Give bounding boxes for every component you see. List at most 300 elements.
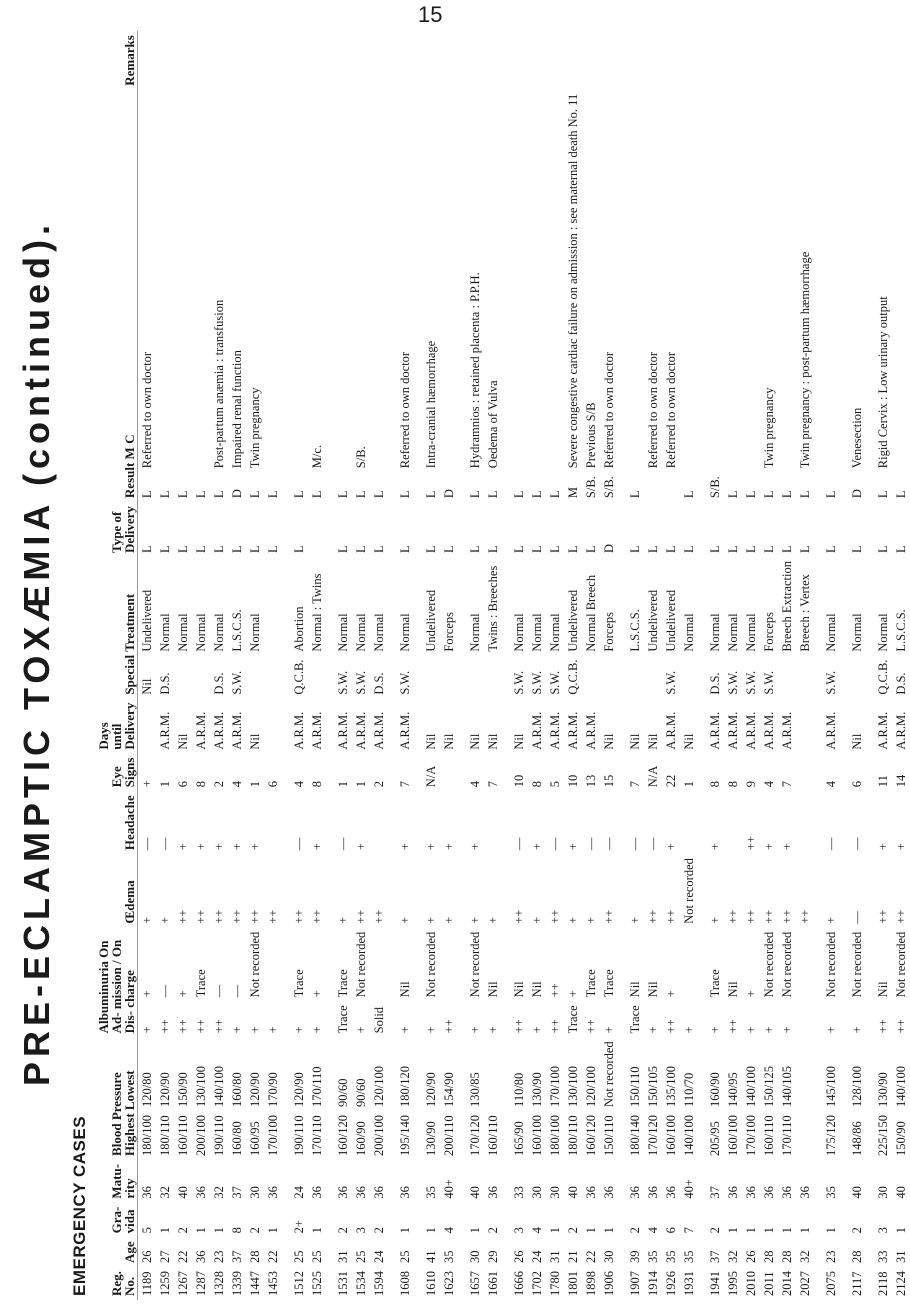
cell-headache: — — [602, 837, 616, 851]
cell-gravida — [326, 1203, 334, 1238]
cell-result-c — [502, 90, 510, 472]
cell-type-of-delivery — [326, 502, 334, 557]
cell-eye-signs: 8 — [194, 780, 208, 788]
cell-type-of-delivery — [698, 502, 706, 557]
cell-result-c — [626, 90, 644, 472]
cell-gravida: 3 — [354, 1227, 368, 1234]
cell-bp-lowest: 150/110 — [628, 1066, 642, 1107]
cell-special-treatment-2: Breech Extraction — [780, 561, 794, 652]
cell-result-m: L — [354, 490, 368, 499]
cell-headache: + — [176, 843, 190, 851]
cell-type-of-delivery: L — [744, 545, 758, 553]
cell-bp-highest: 148/86 — [850, 1121, 864, 1156]
cell-maturity: 32 — [212, 1186, 226, 1199]
cell-special-treatment-1 — [422, 656, 440, 699]
cell-bp-highest: 160/100 — [664, 1114, 678, 1156]
cell-days-until-delivery — [502, 699, 510, 754]
cell-oedema: + — [486, 916, 500, 924]
cell-special-treatment-2 — [458, 557, 466, 656]
cell-special-treatment-1 — [282, 656, 290, 699]
cell-eye-signs: 7 — [486, 780, 500, 788]
cell-eye-signs: 8 — [726, 780, 740, 788]
cell-eye-signs — [840, 754, 848, 792]
table-row — [352, 31, 370, 1300]
col-maturity: Matu- rity — [96, 1160, 138, 1203]
cell-alb-on-discharge: — — [212, 984, 226, 998]
cell-maturity: 36 — [780, 1186, 794, 1199]
cell-alb-on-discharge: Nil — [646, 981, 660, 998]
cell-oedema: ++ — [354, 909, 368, 924]
cell-bp-highest: 170/110 — [780, 1115, 794, 1156]
cell-headache — [814, 791, 822, 854]
cell-gravida: 3 — [512, 1227, 526, 1234]
cell-result-m: L — [726, 490, 740, 499]
cell-result-c — [698, 90, 706, 472]
cell-reg-no: 1608 — [398, 1271, 412, 1296]
cell-eye-signs: 6 — [266, 780, 280, 788]
cell-reg-no: 1525 — [310, 1271, 324, 1296]
cell-gravida — [840, 1203, 848, 1238]
cell-days-until-delivery: A.R.M. — [708, 711, 722, 750]
cell-gravida: 1 — [798, 1227, 812, 1234]
cell-result-c: Referred to own doctor — [398, 351, 412, 469]
cell-bp-lowest: 160/90 — [708, 1072, 722, 1107]
table-row — [796, 31, 814, 1300]
cell-days-until-delivery: A.R.M. — [354, 711, 368, 750]
cell-eye-signs — [282, 754, 290, 792]
cell-age: 35 — [682, 1250, 696, 1263]
cell-special-treatment-2: Undelivered — [566, 589, 580, 652]
cell-oedema: ++ — [176, 909, 190, 924]
cell-special-treatment-1: S.W. — [230, 670, 244, 695]
cell-maturity — [458, 1160, 466, 1203]
cell-special-treatment-2: Normal — [176, 613, 190, 652]
cell-bp-highest: 170/100 — [744, 1114, 758, 1156]
cell-maturity — [502, 1160, 510, 1203]
cell-special-treatment-2 — [840, 557, 848, 656]
cell-reg-no: 1914 — [646, 1271, 660, 1296]
cell-eye-signs: 4 — [824, 780, 838, 788]
cell-age — [326, 1237, 334, 1267]
cell-bp-highest: 160/110 — [486, 1115, 500, 1156]
cell-age: 26 — [140, 1250, 154, 1263]
cell-bp-highest: 130/90 — [424, 1121, 438, 1156]
cell-special-treatment-1 — [466, 656, 484, 699]
cell-maturity: 35 — [424, 1186, 438, 1199]
cell-maturity: 36 — [398, 1186, 412, 1199]
cell-alb-on-admission: + — [602, 1026, 616, 1034]
cell-days-until-delivery: A.R.M. — [566, 711, 580, 750]
cell-type-of-delivery: L — [442, 545, 456, 553]
cell-special-treatment-2: Normal — [850, 613, 864, 652]
cell-result-c — [458, 90, 466, 472]
cell-reg-no — [840, 1267, 848, 1300]
cell-reg-no: 1898 — [584, 1271, 598, 1296]
cell-bp-lowest — [840, 1037, 848, 1111]
cell-type-of-delivery: L — [780, 545, 794, 553]
cell-special-treatment-1 — [866, 656, 874, 699]
cell-maturity — [840, 1160, 848, 1203]
cell-alb-on-admission: Trace — [336, 1005, 350, 1034]
cell-days-until-delivery: A.R.M. — [824, 711, 838, 750]
cell-result-m — [644, 472, 662, 502]
cell-alb-on-discharge — [282, 928, 290, 1002]
cell-alb-on-discharge — [866, 928, 874, 1002]
cell-age: 35 — [646, 1250, 660, 1263]
cell-alb-on-discharge: Nil — [512, 981, 526, 998]
cell-special-treatment-1: Nil — [140, 678, 154, 695]
cell-result-m: L — [876, 490, 890, 499]
cell-bp-highest — [326, 1111, 334, 1160]
cell-eye-signs: + — [140, 780, 154, 788]
cell-special-treatment-1: S.W. — [548, 670, 562, 695]
table-row — [814, 31, 822, 1300]
cell-result-c — [724, 90, 742, 472]
cell-bp-highest: 160/95 — [248, 1121, 262, 1156]
cell-type-of-delivery: L — [548, 545, 562, 553]
cell-alb-on-admission — [414, 1001, 422, 1037]
cell-alb-on-discharge: Nil — [398, 981, 412, 998]
cell-result-m — [698, 472, 706, 502]
cell-oedema: ++ — [664, 909, 678, 924]
cell-result-m: L — [398, 490, 412, 499]
cell-reg-no: 2014 — [780, 1271, 794, 1296]
table-row — [600, 31, 618, 1300]
cell-result-m — [814, 472, 822, 502]
cell-alb-on-admission — [866, 1001, 874, 1037]
cell-special-treatment-1: S.W. — [336, 670, 350, 695]
table-row — [458, 31, 466, 1300]
cell-reg-no: 1941 — [708, 1271, 722, 1296]
cell-special-treatment-2 — [282, 557, 290, 656]
cell-special-treatment-1: S.W. — [744, 670, 758, 695]
cell-result-m: S/B. — [584, 476, 598, 499]
cell-age: 28 — [762, 1250, 776, 1263]
cell-result-m: L — [468, 490, 482, 499]
cell-oedema: ++ — [602, 909, 616, 924]
cell-maturity — [388, 1160, 396, 1203]
cell-special-treatment-1: Q.C.B. — [292, 659, 306, 695]
cell-headache: + — [424, 843, 438, 851]
cell-special-treatment-2: Undelivered — [664, 589, 678, 652]
cell-maturity: 36 — [664, 1186, 678, 1199]
cell-result-c — [388, 90, 396, 472]
cell-eye-signs: 6 — [176, 780, 190, 788]
cell-result-c: Impaired renal function — [230, 350, 244, 469]
cell-reg-no: 2011 — [762, 1271, 776, 1296]
table-row — [742, 31, 760, 1300]
cell-result-c — [440, 90, 458, 472]
cell-gravida: 2 — [248, 1227, 262, 1234]
cell-headache — [414, 791, 422, 854]
cell-headache — [370, 791, 388, 854]
cell-alb-on-admission — [502, 1001, 510, 1037]
cell-special-treatment-1: S.W. — [530, 670, 544, 695]
cell-maturity: 36 — [726, 1186, 740, 1199]
cell-alb-on-discharge — [370, 928, 388, 1002]
cell-special-treatment-2: Forceps — [442, 612, 456, 652]
cell-result-c — [892, 90, 910, 472]
cell-bp-lowest — [414, 1037, 422, 1111]
cell-headache: — — [158, 837, 172, 851]
cell-days-until-delivery: A.R.M. — [398, 711, 412, 750]
table-row — [892, 31, 910, 1300]
table-row — [138, 31, 157, 1300]
cell-type-of-delivery: L — [798, 545, 812, 553]
cell-eye-signs — [698, 754, 706, 792]
col-type-of-delivery: Type of Delivery — [96, 502, 138, 557]
cell-type-of-delivery — [866, 502, 874, 557]
table-row — [822, 31, 840, 1300]
cell-days-until-delivery — [282, 699, 290, 754]
cell-special-treatment-2: L.S.C.S. — [628, 609, 642, 652]
cell-alb-on-admission: + — [468, 1026, 482, 1034]
cell-headache — [458, 791, 466, 854]
col-headache: Headache — [96, 791, 138, 854]
cell-oedema: ++ — [194, 909, 208, 924]
cell-age: 24 — [372, 1250, 386, 1263]
cell-alb-on-discharge: + — [566, 990, 580, 998]
cell-special-treatment-2: Abortion — [292, 606, 306, 652]
cell-type-of-delivery: L — [530, 545, 544, 553]
cell-maturity: 36 — [762, 1186, 776, 1199]
cell-age: 29 — [486, 1250, 500, 1263]
cell-bp-highest: 140/100 — [682, 1114, 696, 1156]
cell-bp-lowest: 140/100 — [212, 1065, 226, 1107]
cell-result-c: Twin pregnancy — [248, 387, 262, 469]
cell-gravida: 1 — [212, 1227, 226, 1234]
cell-age: 33 — [876, 1250, 890, 1263]
cell-bp-highest: 160/110 — [176, 1115, 190, 1156]
cell-type-of-delivery: L — [708, 545, 722, 553]
cell-gravida — [458, 1203, 466, 1238]
table-row — [388, 31, 396, 1300]
cell-alb-on-admission — [458, 1001, 466, 1037]
cell-oedema: + — [708, 916, 722, 924]
cell-maturity: 40 — [468, 1186, 482, 1199]
cell-oedema — [866, 854, 874, 928]
cell-gravida: 4 — [646, 1227, 660, 1234]
cell-bp-lowest — [698, 1037, 706, 1111]
cell-eye-signs — [414, 754, 422, 792]
cell-result-c: Twin pregnancy : post-partum hæmorrhage — [798, 251, 812, 469]
cell-oedema: + — [566, 916, 580, 924]
cell-reg-no: 2075 — [824, 1271, 838, 1296]
cell-bp-lowest — [796, 1037, 814, 1111]
cell-type-of-delivery — [502, 502, 510, 557]
cell-days-until-delivery: Nil — [442, 733, 456, 750]
cell-special-treatment-2: L.S.C.S. — [230, 609, 244, 652]
cell-bp-lowest — [814, 1037, 822, 1111]
cell-gravida: 1 — [398, 1227, 412, 1234]
cell-special-treatment-1 — [814, 656, 822, 699]
cell-special-treatment-2: Normal — [726, 613, 740, 652]
cell-alb-on-admission: ++ — [876, 1019, 890, 1034]
cell-alb-on-admission — [388, 1001, 396, 1037]
cell-result-m — [458, 472, 466, 502]
cell-maturity: 40 — [566, 1186, 580, 1199]
cell-bp-highest: 160/100 — [530, 1114, 544, 1156]
cell-reg-no: 1339 — [230, 1271, 244, 1296]
cell-result-m: D — [442, 489, 456, 499]
cell-days-until-delivery: A.R.M. — [158, 711, 172, 750]
cell-type-of-delivery: L — [876, 545, 890, 553]
cell-alb-on-discharge — [458, 928, 466, 1002]
cell-oedema — [618, 854, 626, 928]
cell-alb-on-admission — [326, 1001, 334, 1037]
cell-special-treatment-2 — [502, 557, 510, 656]
cell-bp-lowest: 150/90 — [176, 1072, 190, 1107]
cell-bp-lowest: 130/100 — [566, 1065, 580, 1107]
cell-alb-on-discharge: Nil — [530, 981, 544, 998]
cell-bp-lowest — [866, 1037, 874, 1111]
cell-age: 41 — [424, 1250, 438, 1263]
cell-reg-no: 1907 — [628, 1271, 642, 1296]
cell-gravida: 2 — [336, 1227, 350, 1234]
cell-oedema: + — [140, 916, 154, 924]
cell-alb-on-discharge: Not recorded — [894, 931, 908, 998]
cell-headache: — — [548, 837, 562, 851]
cell-days-until-delivery — [814, 699, 822, 754]
cell-special-treatment-2 — [264, 557, 282, 656]
cell-result-c — [334, 90, 352, 472]
cell-result-c: Referred to own doctor — [140, 351, 154, 469]
cell-eye-signs: 4 — [468, 780, 482, 788]
cell-alb-on-discharge: Trace — [292, 969, 306, 998]
cell-maturity: 36 — [266, 1186, 280, 1199]
cell-type-of-delivery: L — [566, 545, 580, 553]
cell-days-until-delivery: A.R.M. — [212, 711, 226, 750]
cell-eye-signs: 4 — [230, 780, 244, 788]
cell-special-treatment-1 — [484, 656, 502, 699]
cell-gravida: 2 — [566, 1227, 580, 1234]
cell-maturity: 36 — [354, 1186, 368, 1199]
cell-type-of-delivery: L — [176, 545, 190, 553]
cell-type-of-delivery: L — [762, 545, 776, 553]
table-row — [680, 31, 698, 1300]
cell-special-treatment-1 — [264, 656, 282, 699]
cell-gravida: 1 — [824, 1227, 838, 1234]
cell-age — [866, 1237, 874, 1267]
cell-alb-on-discharge: + — [140, 990, 154, 998]
cell-bp-highest: 170/120 — [468, 1114, 482, 1156]
cell-result-c: S/B. — [354, 446, 368, 469]
cell-days-until-delivery: Nil — [176, 733, 190, 750]
cell-special-treatment-2: Undelivered — [646, 589, 660, 652]
cell-bp-lowest: 140/100 — [744, 1065, 758, 1107]
cell-age — [840, 1237, 848, 1267]
table-row — [422, 31, 440, 1300]
col-special-treatment: Special Treatment — [96, 557, 138, 699]
cell-reg-no: 1594 — [372, 1271, 386, 1296]
cell-headache: ++ — [744, 836, 758, 851]
cell-result-c — [706, 90, 724, 472]
cell-bp-lowest: 150/125 — [762, 1065, 776, 1107]
cell-alb-on-admission: Trace — [566, 1005, 580, 1034]
cell-age — [502, 1237, 510, 1267]
cell-bp-highest: 160/120 — [584, 1114, 598, 1156]
cell-alb-on-admission: ++ — [512, 1019, 526, 1034]
cell-eye-signs: 10 — [512, 774, 526, 788]
cell-headache — [282, 791, 290, 854]
cell-gravida: 1 — [424, 1227, 438, 1234]
cell-gravida: 4 — [442, 1227, 456, 1234]
cell-special-treatment-1 — [840, 656, 848, 699]
cell-alb-on-admission: ++ — [584, 1019, 598, 1034]
cell-maturity: 30 — [876, 1186, 890, 1199]
cell-alb-on-admission: ++ — [442, 1019, 456, 1034]
cell-alb-on-discharge — [388, 928, 396, 1002]
cell-reg-no: 1995 — [726, 1271, 740, 1296]
cell-type-of-delivery: L — [194, 545, 208, 553]
cell-special-treatment-1: Q.C.B. — [566, 659, 580, 695]
cell-bp-highest — [698, 1111, 706, 1160]
cell-maturity: 36 — [744, 1186, 758, 1199]
cell-special-treatment-1: D.S. — [894, 672, 908, 695]
cell-eye-signs: 13 — [584, 774, 598, 788]
cell-days-until-delivery — [388, 699, 396, 754]
cell-type-of-delivery — [814, 502, 822, 557]
cell-headache: + — [398, 843, 412, 851]
table-row — [264, 31, 282, 1300]
cell-gravida: 1 — [584, 1227, 598, 1234]
cell-bp-lowest — [618, 1037, 626, 1111]
cell-result-m: D — [230, 489, 244, 499]
cell-reg-no: 1287 — [194, 1271, 208, 1296]
cell-special-treatment-2: Normal — [194, 613, 208, 652]
cell-bp-highest: 200/100 — [372, 1114, 386, 1156]
cell-bp-highest — [414, 1111, 422, 1160]
cell-age: 28 — [780, 1250, 794, 1263]
cell-headache: + — [212, 843, 226, 851]
cell-special-treatment-1 — [796, 656, 814, 699]
cell-special-treatment-2: Normal — [548, 613, 562, 652]
cell-gravida: 6 — [664, 1227, 678, 1234]
table-row — [174, 31, 192, 1300]
cell-reg-no: 1447 — [248, 1271, 262, 1296]
cell-bp-highest — [840, 1111, 848, 1160]
cell-type-of-delivery: L — [850, 545, 864, 553]
cell-headache: + — [664, 843, 678, 851]
cell-alb-on-admission — [840, 1001, 848, 1037]
cell-alb-on-discharge: + — [176, 990, 190, 998]
cell-result-c — [814, 90, 822, 472]
cell-gravida: 2 — [850, 1227, 864, 1234]
cell-gravida: 8 — [230, 1227, 244, 1234]
cell-gravida: 1 — [266, 1227, 280, 1234]
cell-alb-on-discharge: + — [310, 990, 324, 998]
cell-eye-signs: 2 — [372, 780, 386, 788]
cell-age: 28 — [248, 1250, 262, 1263]
cell-special-treatment-2: Normal — [824, 613, 838, 652]
cell-alb-on-discharge — [698, 928, 706, 1002]
cell-alb-on-admission — [282, 1001, 290, 1037]
cell-result-m: L — [548, 490, 562, 499]
cell-special-treatment-2: Breech : Vertex — [798, 574, 812, 652]
cell-bp-highest: 190/110 — [212, 1115, 226, 1156]
cell-bp-lowest: 145/100 — [824, 1065, 838, 1107]
cell-bp-highest: 190/110 — [292, 1115, 306, 1156]
cell-oedema: + — [424, 916, 438, 924]
cell-result-m: L — [424, 490, 438, 499]
cell-alb-on-admission: Solid — [372, 1006, 386, 1034]
cell-headache: — — [512, 837, 526, 851]
cell-result-c: Severe congestive cardiac failure on admission : see maternal death No. 11 — [566, 93, 580, 469]
cell-headache: + — [762, 843, 776, 851]
cell-alb-on-discharge — [326, 928, 334, 1002]
cell-headache — [680, 791, 698, 854]
emergency-cases-table — [96, 31, 910, 1300]
